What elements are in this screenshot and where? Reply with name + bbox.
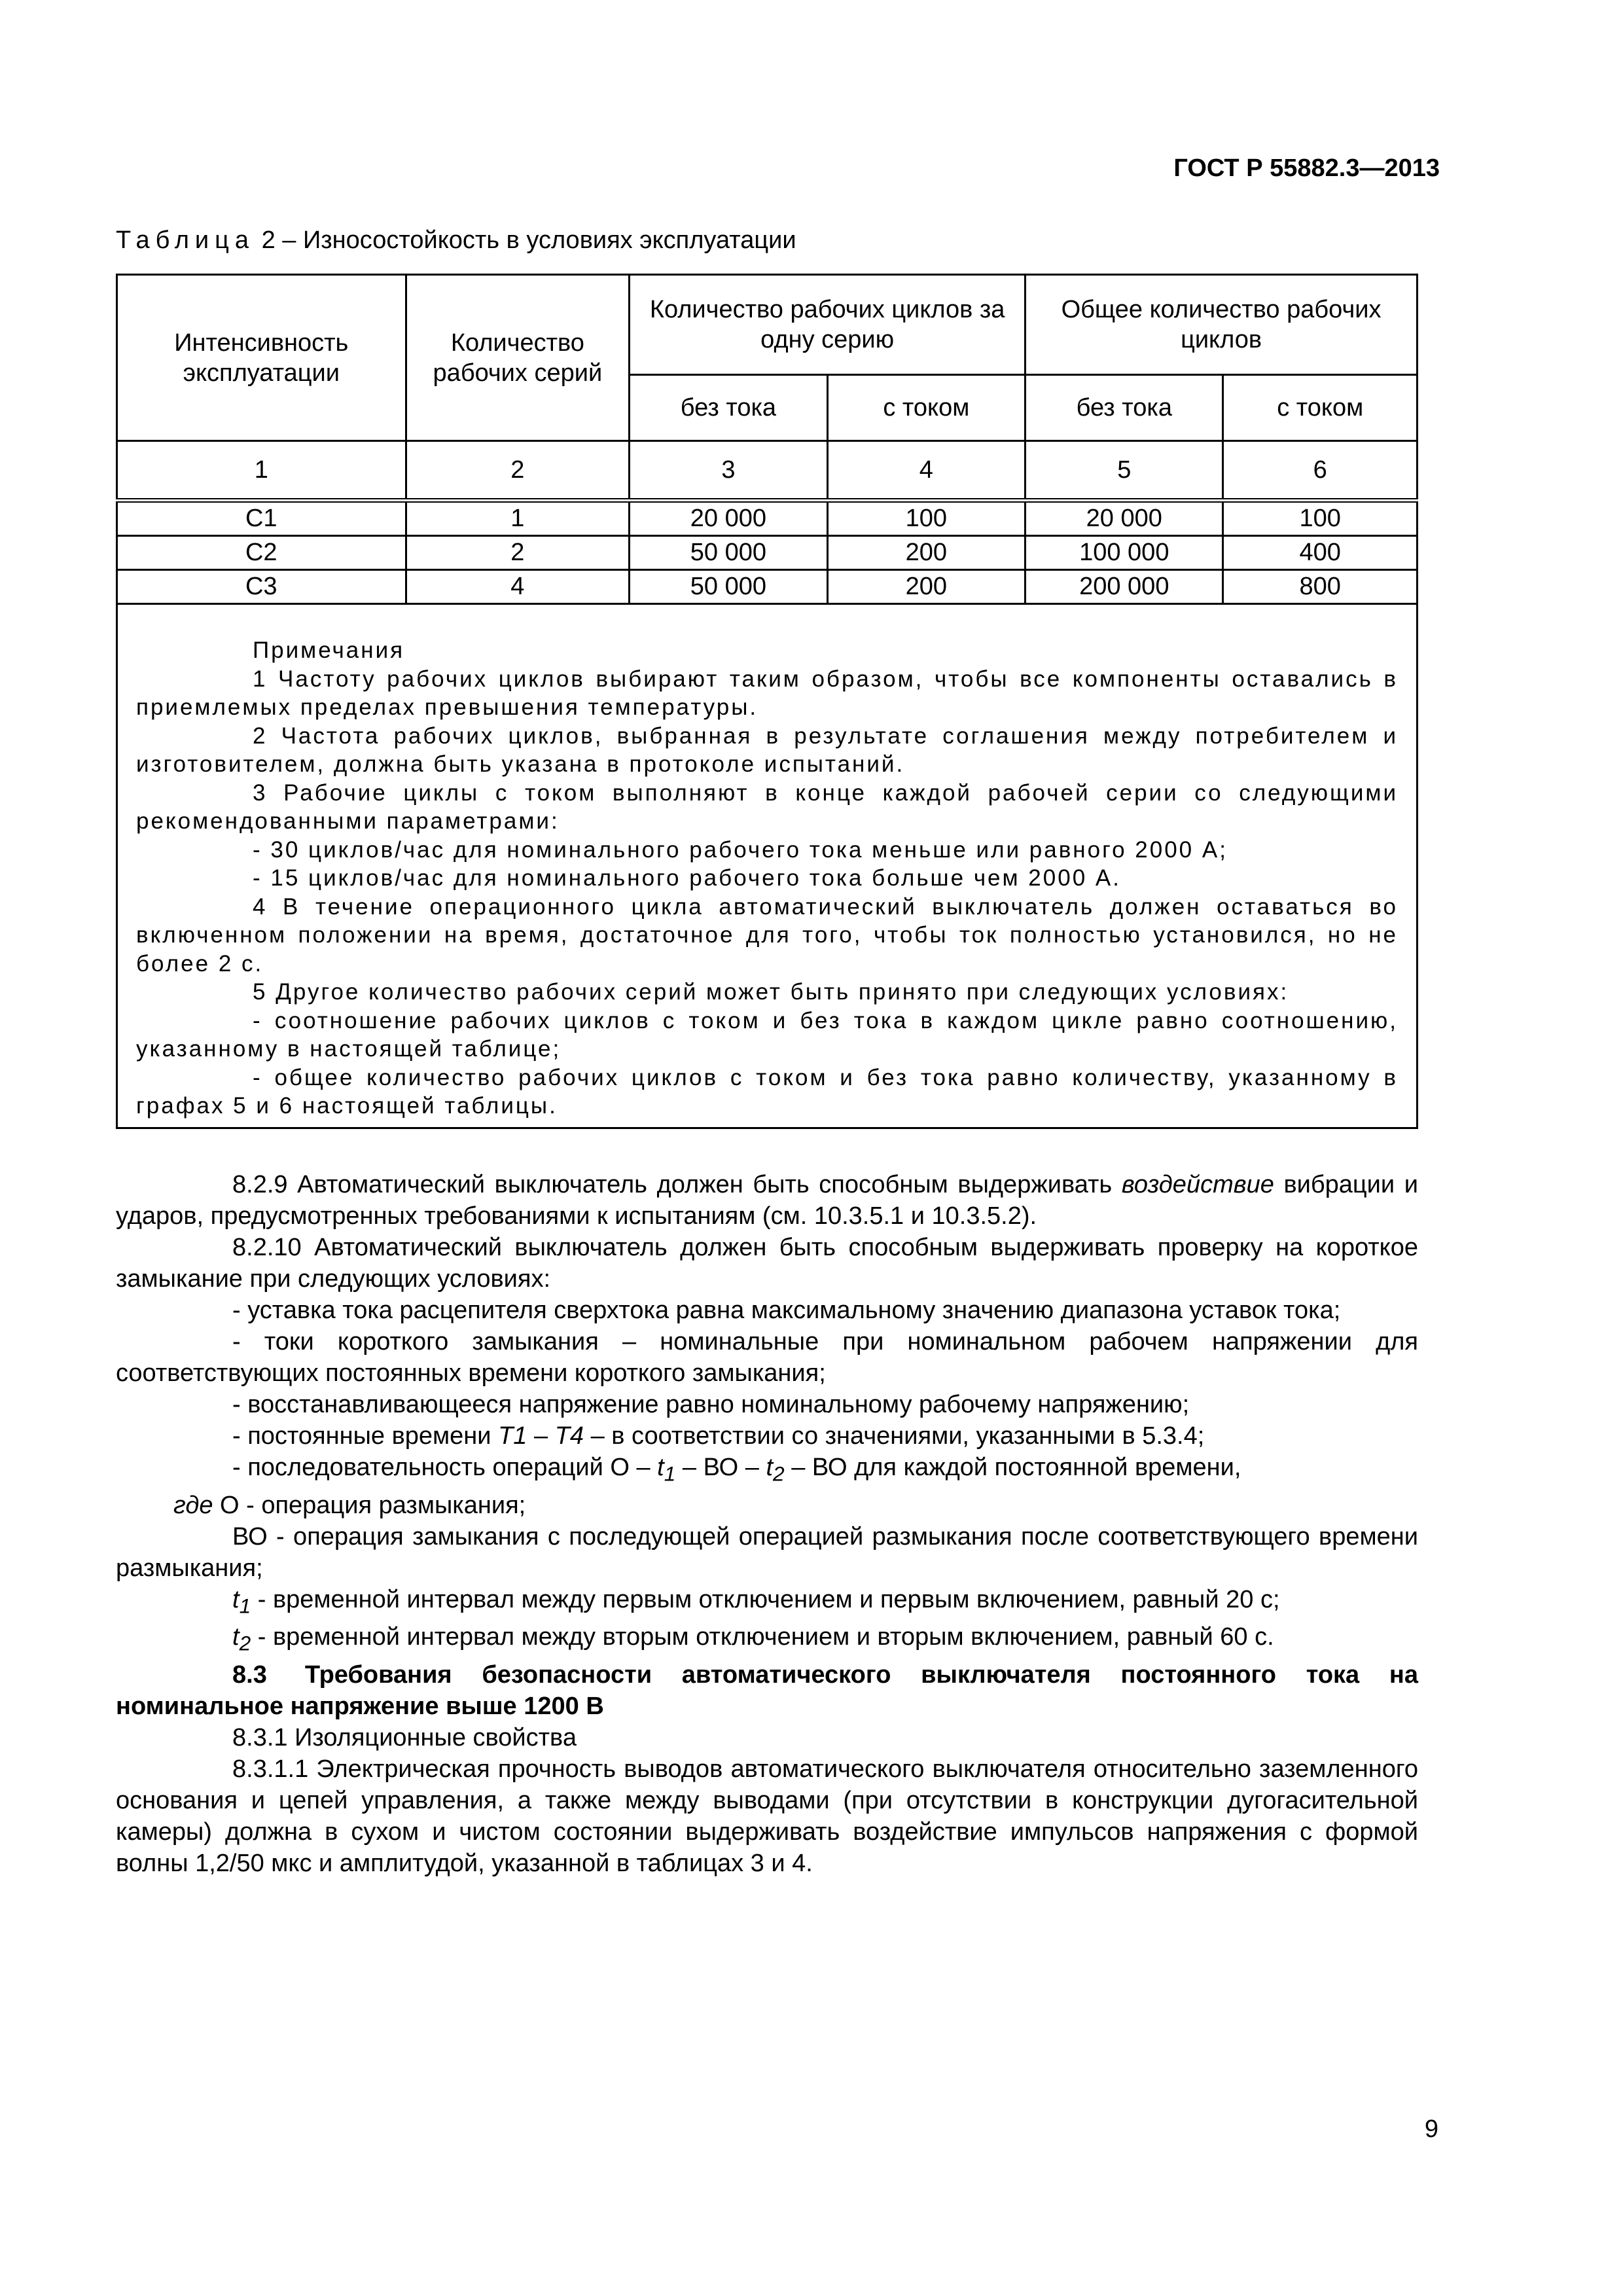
durability-table xyxy=(116,274,1418,1129)
list-item: - токи короткого замыкания – номинальные при номинальном рабочем напряжении для соответствующих постоянных времени короткого замыкания; xyxy=(116,1328,1418,1387)
table-caption xyxy=(116,226,796,255)
note-item: - 15 циклов/час для номинального рабочего тока больше чем 2000 А. xyxy=(253,865,1121,891)
table-notes-row xyxy=(117,604,1418,1128)
symbol-t: t xyxy=(657,1454,664,1481)
where-word: где xyxy=(173,1491,213,1519)
column-number: 1 xyxy=(117,441,406,501)
symbol-t: t xyxy=(766,1454,774,1481)
paragraph-8-3-1: 8.3.1 Изоляционные свойства xyxy=(232,1723,577,1751)
text-run: – ВО для каждой постоянной времени, xyxy=(784,1454,1241,1481)
table-cell: 1 xyxy=(406,501,630,536)
subheader-no-current: без тока xyxy=(630,375,827,441)
paragraph-8-3-1-1: 8.3.1.1 Электрическая прочность выводов автоматического выключателя относительно заземленного основания и цепей управления, а также между выводами (при отсутствии в конструкции дугогасительной камеры) должна в сухом и чистом состоянии выдерживать воздействие импульсов напряжения с формой волны 1,2/50 мкс и амплитудой, указанной в таблицах 3 и 4. xyxy=(116,1755,1418,1877)
page-number: 9 xyxy=(1424,2115,1438,2143)
text-run-italic: воздействие xyxy=(1121,1171,1274,1198)
table-row xyxy=(117,570,1418,604)
text-run: - временной интервал между вторым отключением и вторым включением, равный 60 с. xyxy=(251,1623,1274,1651)
table-cell: С3 xyxy=(117,570,406,604)
subheader-no-current: без тока xyxy=(1026,375,1223,441)
paragraph-8-2-9 xyxy=(116,1169,1418,1232)
text-run: - последовательность операций О – xyxy=(232,1454,658,1481)
symbol-t1: T1 xyxy=(498,1422,527,1450)
paragraph-8-2-10: 8.2.10 Автоматический выключатель должен быть способным выдерживать проверку на короткое замыкание при следующих условиях: xyxy=(116,1234,1418,1293)
table-cell: 20 000 xyxy=(1026,501,1223,536)
section-heading-8-3 xyxy=(116,1659,1418,1722)
definition-vo: ВО - операция замыкания с последующей операцией размыкания после соответствующего времени размыкания; xyxy=(116,1522,1418,1582)
table-cell: 100 xyxy=(1223,501,1418,536)
table-notes xyxy=(117,604,1418,1128)
text-run: – xyxy=(527,1422,555,1450)
text-run: – в соответствии со значениями, указанными в 5.3.4; xyxy=(584,1422,1205,1450)
symbol-t: t xyxy=(232,1585,240,1613)
body-text xyxy=(116,1169,1418,1879)
note-item: 3 Рабочие циклы с током выполняют в конце каждой рабочей серии со следующими рекомендованными параметрами: xyxy=(136,780,1398,834)
table-row xyxy=(117,536,1418,570)
header-cycles-per-series: Количество рабочих циклов за одну серию xyxy=(630,275,1026,375)
column-number: 2 xyxy=(406,441,630,501)
subheader-with-current: с током xyxy=(1223,375,1418,441)
table-cell: 200 xyxy=(827,536,1025,570)
table-header-row xyxy=(117,275,1418,375)
note-item: - 30 циклов/час для номинального рабочего тока меньше или равного 2000 А; xyxy=(253,836,1228,863)
text-run: – ВО – xyxy=(675,1454,766,1481)
section-number: 8.3 xyxy=(232,1660,267,1689)
subscript: 1 xyxy=(664,1462,676,1486)
table-cell: 400 xyxy=(1223,536,1418,570)
table-cell: 4 xyxy=(406,570,630,604)
table-caption-text: 2 – Износостойкость в условиях эксплуатации xyxy=(261,226,796,254)
note-item: - общее количество рабочих циклов с током и без тока равно количеству, указанному в графах 5 и 6 настоящей таблицы. xyxy=(136,1064,1398,1119)
table-cell: 20 000 xyxy=(630,501,827,536)
table-cell: С1 xyxy=(117,501,406,536)
table-cell: 800 xyxy=(1223,570,1418,604)
table-cell: 200 000 xyxy=(1026,570,1223,604)
definition-where xyxy=(116,1490,1418,1521)
subscript: 2 xyxy=(239,1631,251,1655)
table-cell: 50 000 xyxy=(630,536,827,570)
column-number-row xyxy=(117,441,1418,501)
header-total-cycles: Общее количество рабочих циклов xyxy=(1026,275,1418,375)
list-item: - восстанавливающееся напряжение равно номинальному рабочему напряжению; xyxy=(232,1391,1190,1418)
table-cell: 50 000 xyxy=(630,570,827,604)
note-item: 1 Частоту рабочих циклов выбирают таким образом, чтобы все компоненты оставались в приемлемых пределах превышения температуры. xyxy=(136,666,1398,720)
text-run: 8.2.9 Автоматический выключатель должен быть способным выдерживать xyxy=(232,1171,1122,1198)
table-row xyxy=(117,501,1418,536)
header-intensity: Интенсивность эксплуатации xyxy=(117,275,406,441)
definition-t1 xyxy=(116,1584,1418,1622)
note-item: 2 Частота рабочих циклов, выбранная в результате соглашения между потребителем и изготовителем, должна быть указана в протоколе испытаний. xyxy=(136,723,1398,777)
column-number: 4 xyxy=(827,441,1025,501)
definition-t2 xyxy=(116,1621,1418,1659)
text-run: - временной интервал между первым отключением и первым включением, равный 20 с; xyxy=(251,1585,1280,1613)
notes-title: Примечания xyxy=(253,637,405,663)
section-title: Требования безопасности автоматического выключателя постоянного тока на номинальное напряжение выше 1200 В xyxy=(116,1660,1418,1720)
column-number: 5 xyxy=(1026,441,1223,501)
table-cell: 100 xyxy=(827,501,1025,536)
table-cell: 200 xyxy=(827,570,1025,604)
symbol-t: t xyxy=(232,1623,240,1651)
table-caption-label: Таблица xyxy=(116,226,255,254)
list-item: - уставка тока расцепителя сверхтока равна максимальному значению диапазона уставок тока; xyxy=(232,1297,1341,1324)
note-item: 5 Другое количество рабочих серий может быть принято при следующих условиях: xyxy=(253,979,1289,1005)
header-series-count: Количество рабочих серий xyxy=(406,275,630,441)
table-cell: 100 000 xyxy=(1026,536,1223,570)
document-code: ГОСТ Р 55882.3—2013 xyxy=(1173,154,1440,182)
symbol-t4: T4 xyxy=(554,1422,584,1450)
text-run: вибрации и ударов, предусмотренных требованиями к испытаниям (см. 10.3.5.1 и 10.3.5.2). xyxy=(116,1171,1418,1230)
note-item: 4 В течение операционного цикла автоматический выключатель должен оставаться во включенном положении на время, достаточное для того, чтобы ток полностью установился, но не более 2 с. xyxy=(136,893,1398,977)
text-run: - постоянные времени xyxy=(232,1422,499,1450)
table-cell: С2 xyxy=(117,536,406,570)
list-item xyxy=(116,1452,1418,1490)
subscript: 1 xyxy=(239,1594,251,1618)
subheader-with-current: с током xyxy=(827,375,1025,441)
text-run: О - операция размыкания; xyxy=(213,1491,526,1519)
column-number: 3 xyxy=(630,441,827,501)
table-cell: 2 xyxy=(406,536,630,570)
column-number: 6 xyxy=(1223,441,1418,501)
subscript: 2 xyxy=(773,1462,785,1486)
note-item: - соотношение рабочих циклов с током и без тока в каждом цикле равно соотношению, указанному в настоящей таблице; xyxy=(136,1007,1398,1062)
list-item xyxy=(116,1420,1418,1452)
